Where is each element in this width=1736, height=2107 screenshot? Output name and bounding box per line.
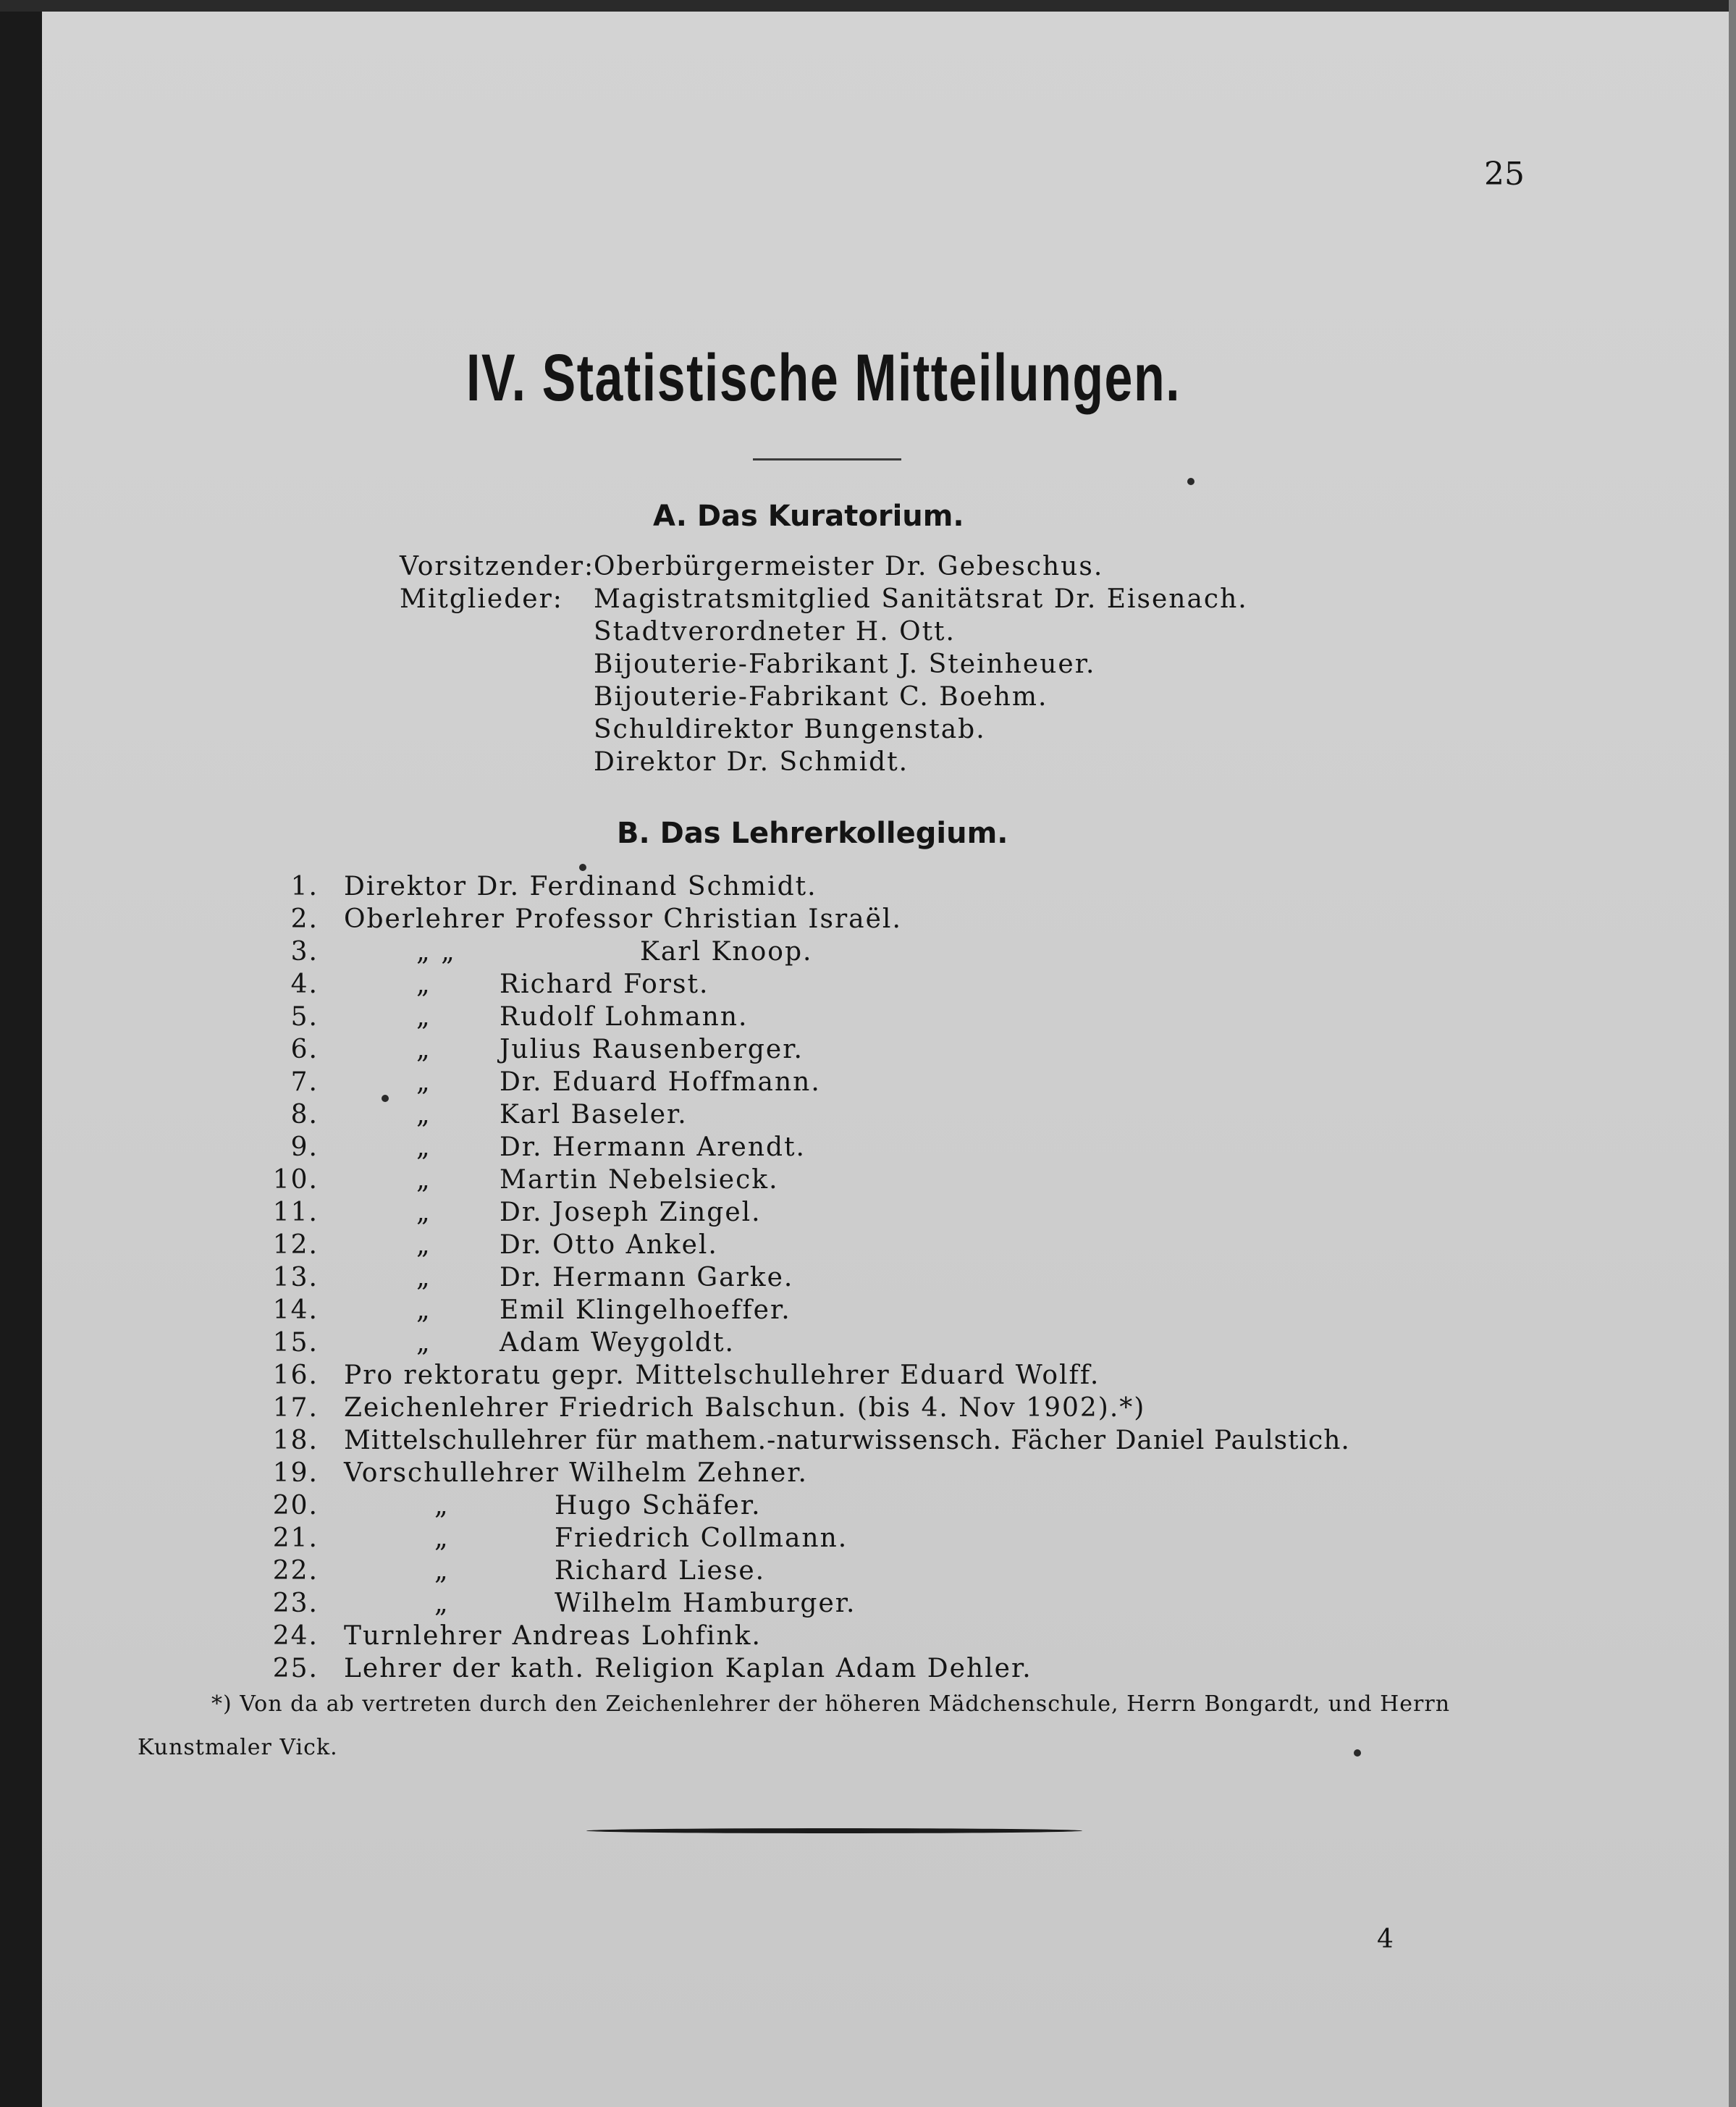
member-item: Bijouterie-Fabrikant J. Steinheuer. xyxy=(594,649,1096,679)
teacher-entry: Turnlehrer Andreas Lohfink. xyxy=(344,1621,762,1651)
teacher-number: 17. xyxy=(272,1393,319,1423)
teacher-number: 22. xyxy=(272,1556,319,1586)
ditto-mark: „ xyxy=(416,1328,431,1358)
teacher-number: 23. xyxy=(272,1589,319,1618)
chair-name: Oberbürgermeister Dr. Gebeschus. xyxy=(594,552,1104,581)
teacher-entry: Dr. Otto Ankel. xyxy=(500,1230,718,1260)
teacher-number: 15. xyxy=(272,1328,319,1358)
ditto-mark: „ xyxy=(416,1165,431,1195)
teacher-entry: Vorschullehrer Wilhelm Zehner. xyxy=(344,1458,808,1488)
ditto-mark: „ xyxy=(416,1100,431,1130)
teacher-entry: Wilhelm Hamburger. xyxy=(555,1589,856,1618)
teacher-number: 24. xyxy=(272,1621,319,1651)
closing-rule xyxy=(586,1828,1082,1833)
teacher-entry: Richard Forst. xyxy=(500,970,709,999)
teacher-number: 25. xyxy=(272,1654,319,1683)
teacher-number: 3. xyxy=(290,937,319,967)
teacher-number: 19. xyxy=(272,1458,319,1488)
scan-edge-left xyxy=(0,0,42,2107)
scan-speck xyxy=(382,1095,389,1102)
teacher-number: 4. xyxy=(290,970,319,999)
scan-edge-top xyxy=(0,0,1736,12)
teacher-entry: Hugo Schäfer. xyxy=(555,1491,762,1521)
teacher-entry: Direktor Dr. Ferdinand Schmidt. xyxy=(344,872,817,901)
scan-speck xyxy=(579,864,586,871)
member-item: Magistratsmitglied Sanitätsrat Dr. Eisenach. xyxy=(594,584,1248,614)
signature-mark: 4 xyxy=(1377,1925,1394,1954)
member-item: Stadtverordneter H. Ott. xyxy=(594,617,956,647)
teacher-number: 18. xyxy=(272,1426,319,1455)
members-label: Mitglieder: xyxy=(400,584,563,614)
chair-label: Vorsitzender: xyxy=(400,552,595,581)
ditto-mark: „ xyxy=(416,1198,431,1227)
teacher-entry: Karl Baseler. xyxy=(500,1100,688,1130)
teacher-entry: Richard Liese. xyxy=(555,1556,766,1586)
teacher-entry: Emil Klingelhoeffer. xyxy=(500,1295,791,1325)
member-item: Direktor Dr. Schmidt. xyxy=(594,747,909,777)
scan-speck xyxy=(1354,1749,1361,1757)
teacher-entry: Dr. Hermann Arendt. xyxy=(500,1132,806,1162)
teacher-entry: Zeichenlehrer Friedrich Balschun. (bis 4. Nov 1902).*) xyxy=(344,1393,1146,1423)
scan-speck xyxy=(1187,478,1194,485)
teacher-number: 5. xyxy=(290,1002,319,1032)
footnote-line-2: Kunstmaler Vick. xyxy=(138,1735,338,1760)
teacher-entry: Lehrer der kath. Religion Kaplan Adam Dehler. xyxy=(344,1654,1032,1683)
teacher-number: 11. xyxy=(272,1198,319,1227)
ditto-mark: „ xyxy=(416,1230,431,1260)
teacher-number: 6. xyxy=(290,1035,319,1064)
ditto-mark: „ xyxy=(434,1589,450,1618)
teacher-number: 21. xyxy=(272,1523,319,1553)
ditto-mark: „ xyxy=(434,1491,450,1521)
teacher-entry: Dr. Joseph Zingel. xyxy=(500,1198,762,1227)
teacher-entry: Rudolf Lohmann. xyxy=(500,1002,749,1032)
teacher-entry: Dr. Eduard Hoffmann. xyxy=(500,1067,821,1097)
teacher-entry: Martin Nebelsieck. xyxy=(500,1165,779,1195)
section-a-heading: A. Das Kuratorium. xyxy=(653,500,964,533)
teacher-number: 2. xyxy=(290,904,319,934)
section-b-heading: B. Das Lehrerkollegium. xyxy=(617,817,1008,850)
ditto-mark: „ xyxy=(434,1523,450,1553)
page-number: 25 xyxy=(1484,156,1525,193)
ditto-mark: „ xyxy=(416,1002,431,1032)
teacher-number: 8. xyxy=(290,1100,319,1130)
member-item: Bijouterie-Fabrikant C. Boehm. xyxy=(594,682,1048,712)
teacher-number: 20. xyxy=(272,1491,319,1521)
teacher-number: 13. xyxy=(272,1263,319,1292)
teacher-number: 16. xyxy=(272,1360,319,1390)
teacher-entry: Julius Rausenberger. xyxy=(500,1035,804,1064)
teacher-number: 14. xyxy=(272,1295,319,1325)
teacher-entry: Dr. Hermann Garke. xyxy=(500,1263,794,1292)
scan-edge-right xyxy=(1729,0,1736,2107)
teacher-number: 10. xyxy=(272,1165,319,1195)
teacher-number: 12. xyxy=(272,1230,319,1260)
ditto-mark: „ xyxy=(434,1556,450,1586)
teacher-entry: Friedrich Collmann. xyxy=(555,1523,848,1553)
teacher-entry: Mittelschullehrer für mathem.-naturwissensch. Fächer Daniel Paulstich. xyxy=(344,1426,1350,1455)
page-title: IV. Statistische Mitteilungen. xyxy=(466,341,1181,415)
ditto-mark: „ xyxy=(416,1035,431,1064)
teacher-entry: Pro rektoratu gepr. Mittelschullehrer Eduard Wolff. xyxy=(344,1360,1100,1390)
teacher-number: 1. xyxy=(290,872,319,901)
teacher-entry: Oberlehrer Professor Christian Israël. xyxy=(344,904,902,934)
ditto-mark: „ xyxy=(416,1067,431,1097)
ditto-mark: „ xyxy=(416,1132,431,1162)
teacher-number: 7. xyxy=(290,1067,319,1097)
teacher-number: 9. xyxy=(290,1132,319,1162)
member-item: Schuldirektor Bungenstab. xyxy=(594,715,986,744)
title-divider xyxy=(753,458,901,460)
teacher-entry: Karl Knoop. xyxy=(640,937,813,967)
ditto-mark: „ xyxy=(416,1263,431,1292)
teacher-entry: Adam Weygoldt. xyxy=(500,1328,735,1358)
ditto-mark: „ xyxy=(416,970,431,999)
ditto-mark: „ xyxy=(416,1295,431,1325)
footnote-line-1: *) Von da ab vertreten durch den Zeichenlehrer der höheren Mädchenschule, Herrn Bongardt, und Herrn xyxy=(211,1691,1451,1717)
ditto-mark: „ „ xyxy=(416,937,456,967)
